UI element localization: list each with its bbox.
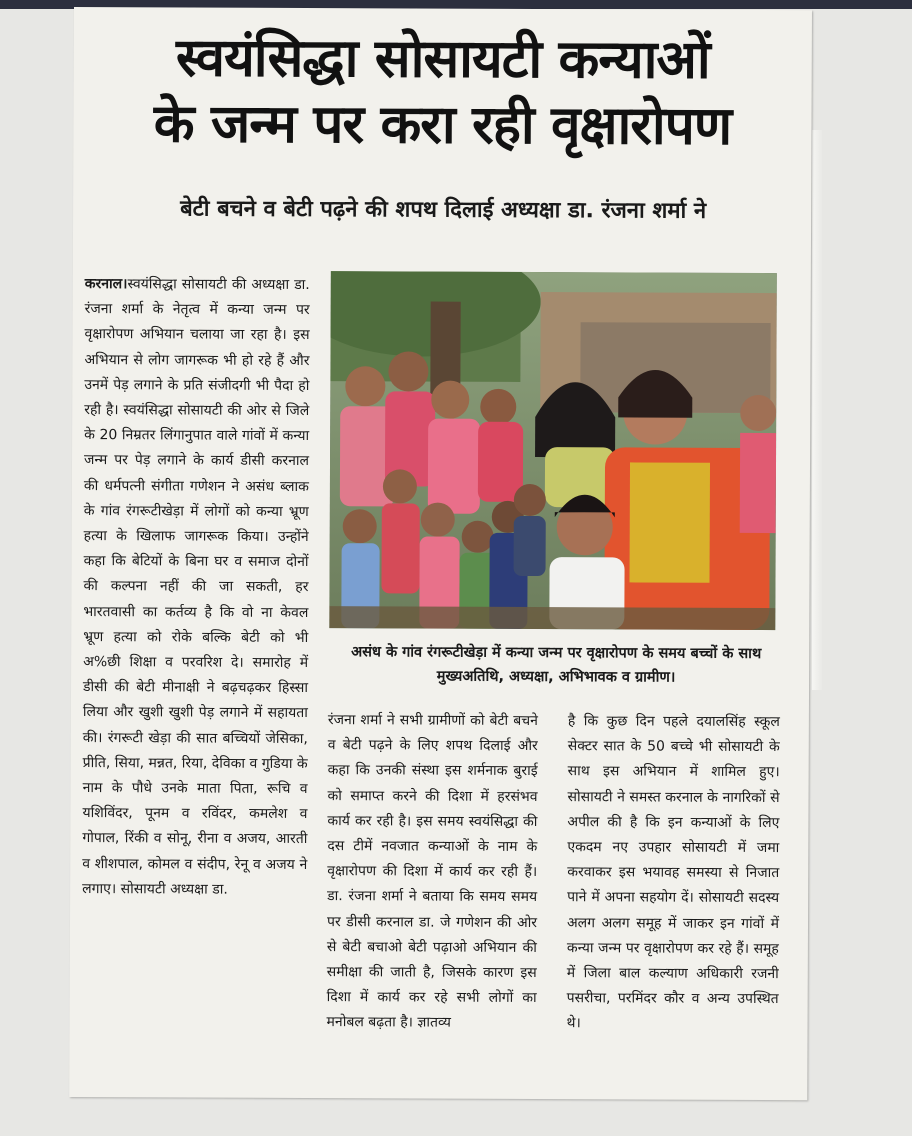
article-column-3 — [567, 709, 780, 1038]
article-column-1 — [82, 272, 310, 903]
dateline: करनाल। — [84, 276, 128, 293]
headline — [73, 25, 812, 160]
photo-caption: असंध के गांव रंगरूटीखेड़ा में कन्या जन्म पर वृक्षारोपण के समय बच्चों के साथ मुख्यअतिथि, अध्यक्षा, अभिभावक व ग्रामीण। — [351, 644, 762, 686]
photo-illustration — [329, 271, 777, 630]
news-photo — [329, 271, 777, 630]
article-column-1-text: स्वयंसिद्धा सोसायटी की अध्यक्षा डा. रंजना शर्मा के नेतृत्व में कन्या जन्म पर वृक्षारोपण अभियान चलाया जा रहा है। इस अभियान से लोग जागरूक भी हो रहे हैं और उनमें पेड़ लगाने के प्रति संजीदगी भी पैदा हो रही है। स्वयंसिद्धा सोसायटी की ओर से जिले के 20 निम्रतर लिंगानुपात वाले गांवों में कन्या जन्म पर पेड़ लगाने के कार्य डीसी करनाल की धर्मपत्नी संगीता गणेशन ने असंध ब्लाक के गांव रंगरूटीखेड़ा में लोगों को कन्या भ्रूण हत्या के खिलाफ जागरूक किया। उन्होंने कहा कि बेटियों के बिना घर व समाज दोनों की कल्पना नहीं की जा सकती, हर भारतवासी का कर्तव्य है कि वो ना केवल भ्रूण हत्या को रोके बल्कि बेटी को भी अ%छी शिक्षा व परवरिश दे। समारोह में डीसी की बेटी मीनाक्षी ने बढ़चढ़कर हिस्सा लिया और खुशी खुशी पेड़ लगाने में सहायता की। रंगरूटी खेड़ा की सात बच्चियों जेसिका, प्रीति, सिया, मन्नत, रिया, देविका व गुडिया के नाम के पौधे उनके माता पिता, रूचि व यशिविंदर, पूनम व रविंदर, कमलेश व गोपाल, रिंकी व सोनू, रीना व अजय, आरती व शीशपाल, कोमल व संदीप, रेनू व अजय ने लगाए। सोसायटी अध्यक्षा डा. — [82, 276, 310, 898]
newspaper-clipping — [69, 7, 812, 1100]
article-column-2-text: रंजना शर्मा ने सभी ग्रामीणों को बेटी बचने व बेटी पढ़ने के लिए शपथ दिलाई और कहा कि उनकी संस्था इस शर्मनाक बुराई को समाप्त करने की दिशा में हरसंभव कार्य कर रही है। इस समय स्वयंसिद्धा की दस टीमें नवजात कन्याओं के नाम के वृक्षारोपण की दिशा में कार्य कर रही हैं। डा. रंजना शर्मा ने बताया कि समय समय पर डीसी करनाल डा. जे गणेशन की ओर से बेटी बचाओ बेटी पढ़ाओ अभियान की समीक्षा की जाती है, जिसके कारण इस दिशा में कार्य कर रहे सभी लोगों का मनोबल बढ़ता है। ज्ञातव्य — [326, 712, 538, 1032]
adjacent-clipping-edge — [812, 130, 822, 690]
headline-line-1: स्वयंसिद्धा सोसायटी कन्याओं — [175, 27, 710, 91]
headline-line-2: के जन्म पर करा रही वृक्षारोपण — [153, 93, 732, 157]
article-column-3-text: है कि कुछ दिन पहले दयालसिंह स्कूल सेक्टर सात के 50 बच्चे भी सोसायटी के साथ इस अभियान में शामिल हुए। सोसायटी ने समस्त करनाल के नागरिकों से अपील की है कि इन कन्याओं के लिए एकदम नए उपहार सोसायटी में जमा करवाकर इस भयावह समस्या से निजात पाने में अपना सहयोग दें। सोसायटी सदस्य अलग अलग समूह में जाकर इन गांवों में कन्या जन्म पर वृक्षारोपण कर रहे हैं। समूह में जिला बाल कल्याण अधिकारी रजनी पसरीचा, परमिंदर कौर व अन्य उपस्थित थे। — [566, 713, 780, 1032]
article-column-2 — [327, 708, 538, 1037]
subheadline: बेटी बचने व बेटी पढ़ने की शपथ दिलाई अध्यक्षा डा. रंजना शर्मा ने — [180, 196, 707, 224]
